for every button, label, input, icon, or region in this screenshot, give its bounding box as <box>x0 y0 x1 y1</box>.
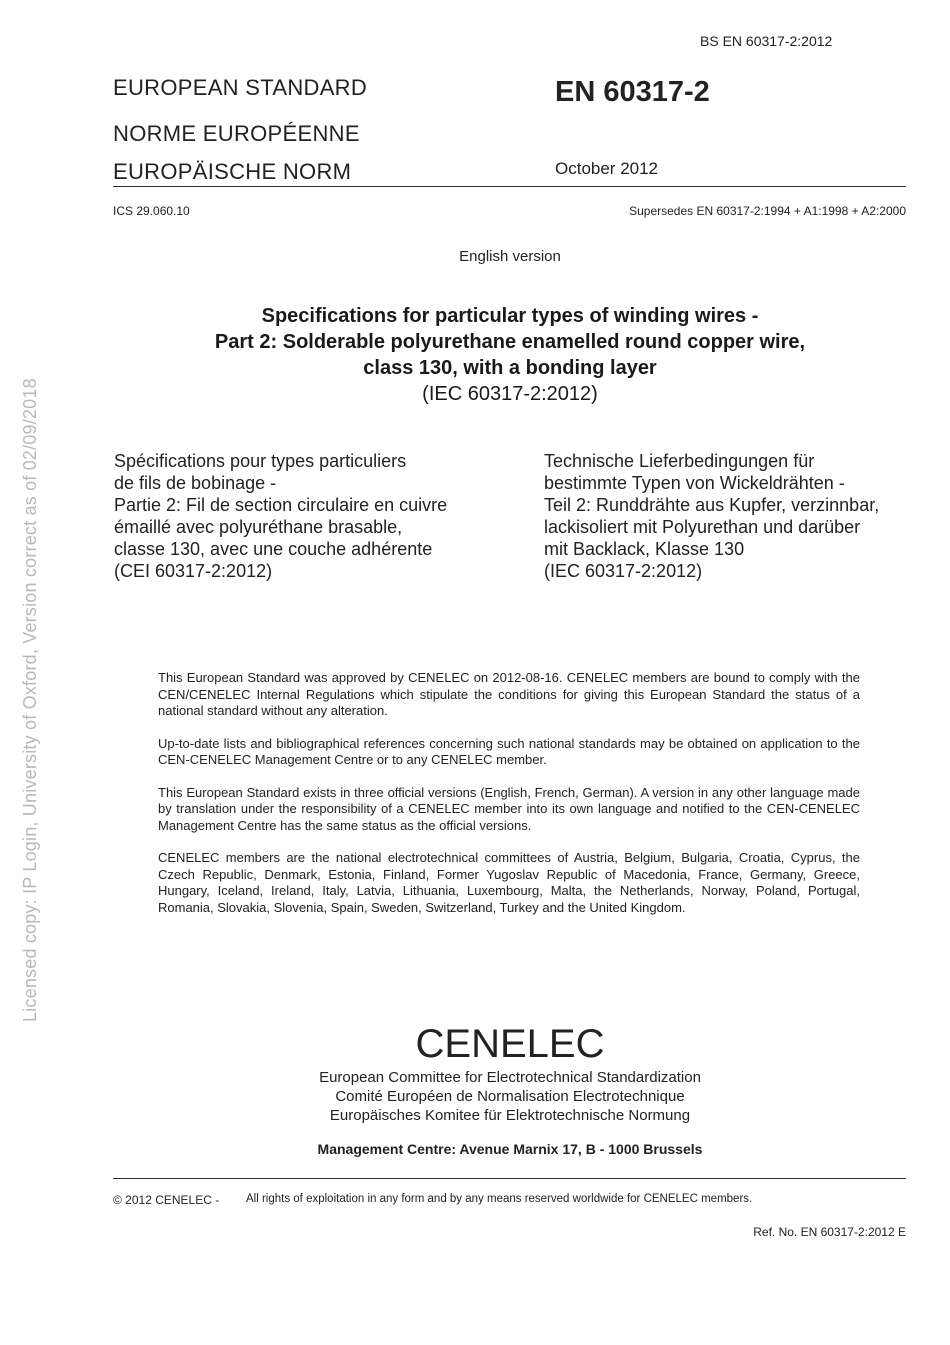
publication-date: October 2012 <box>555 159 659 178</box>
organization-name-fr: Comité Européen de Normalisation Electrotechnique <box>335 1088 685 1105</box>
german-title-line: Teil 2: Runddrähte aus Kupfer, verzinnbar, <box>544 495 880 515</box>
license-watermark: Licensed copy: IP Login, University of Oxford, Version correct as of 02/09/2018 <box>20 378 40 1022</box>
german-title-line: lackisoliert mit Polyurethan und darüber <box>544 517 861 537</box>
title-line-3: class 130, with a bonding layer <box>363 357 657 379</box>
french-title-line: classe 130, avec une couche adhérente <box>114 539 433 559</box>
title-line-1: Specifications for particular types of winding wires - <box>261 305 759 327</box>
approval-notes <box>158 670 860 932</box>
organization-name-de: Europäisches Komitee für Elektrotechnische Normung <box>329 1107 691 1124</box>
french-title-line: de fils de bobinage - <box>114 473 277 493</box>
organization-name-en: European Committee for Electrotechnical Standardization <box>319 1069 701 1086</box>
french-title <box>114 450 447 582</box>
organization-names <box>100 1068 920 1125</box>
standard-number: EN 60317-2 <box>555 76 710 108</box>
german-title-line: mit Backlack, Klasse 130 <box>544 539 745 559</box>
header-name-de: EUROPÄISCHE NORM <box>113 159 352 184</box>
german-title <box>544 450 879 582</box>
rights-statement: All rights of exploitation in any form and by any means reserved worldwide for CENELEC members. <box>246 1193 753 1205</box>
french-title-line: Partie 2: Fil de section circulaire en cuivre <box>114 495 448 515</box>
footer-rule <box>113 1178 906 1179</box>
french-title-line: émaillé avec polyuréthane brasable, <box>114 517 403 537</box>
approval-paragraph: This European Standard was approved by CENELEC on 2012-08-16. CENELEC members are bound to comply with the CEN/CENELEC Internal Regulations which stipulate the conditions for giving this European Standard the status of a national standard without any alteration. <box>158 670 860 718</box>
versions-paragraph: This European Standard exists in three official versions (English, French, German). A version in any other language made by translation under the responsibility of a CENELEC member into its own language and notified to the CEN-CENELEC Management Centre has the same status as the official versions. <box>158 784 860 833</box>
version-label: English version <box>459 248 561 265</box>
cenelec-logo: CENELEC <box>415 1022 605 1066</box>
document-reference: BS EN 60317-2:2012 <box>700 33 833 49</box>
copyright: © 2012 CENELEC - <box>113 1193 220 1207</box>
german-title-line: Technische Lieferbedingungen für <box>544 451 815 471</box>
members-paragraph: CENELEC members are the national electrotechnical committees of Austria, Belgium, Bulgaria, Croatia, Cyprus, the Czech Republic, Denmark, Estonia, Finland, Former Yugoslav Republic of Macedonia, France, Germany, Greece, Hungary, Iceland, Ireland, Italy, Latvia, Lithuania, Luxembourg, Malta, the Netherlands, Norway, Poland, Portugal, Romania, Slovakia, Slovenia, Spain, Sweden, Switzerland, Turkey and the United Kingdom. <box>158 850 860 915</box>
header-rule <box>113 186 906 187</box>
supersedes-note: Supersedes EN 60317-2:1994 + A1:1998 + A2:2000 <box>629 204 906 218</box>
header-name-fr: NORME EUROPÉENNE <box>113 121 360 146</box>
french-title-line: Spécifications pour types particuliers <box>114 451 407 471</box>
header-name-en: EUROPEAN STANDARD <box>113 75 368 100</box>
management-centre-address: Management Centre: Avenue Marnix 17, B - 1000 Brussels <box>317 1141 703 1157</box>
german-title-line: (IEC 60317-2:2012) <box>544 561 703 581</box>
german-title-line: bestimmte Typen von Wickeldrähten - <box>544 473 845 493</box>
ics-code: ICS 29.060.10 <box>113 204 190 218</box>
reference-number: Ref. No. EN 60317-2:2012 E <box>753 1225 906 1239</box>
title-line-4: (IEC 60317-2:2012) <box>422 383 598 405</box>
references-paragraph: Up-to-date lists and bibliographical references concerning such national standards may be obtained on application to the CEN-CENELEC Management Centre or to any CENELEC member. <box>158 735 860 767</box>
title-line-2: Part 2: Solderable polyurethane enamelled round copper wire, <box>214 331 806 353</box>
french-title-line: (CEI 60317-2:2012) <box>114 561 273 581</box>
document-title <box>100 303 920 407</box>
